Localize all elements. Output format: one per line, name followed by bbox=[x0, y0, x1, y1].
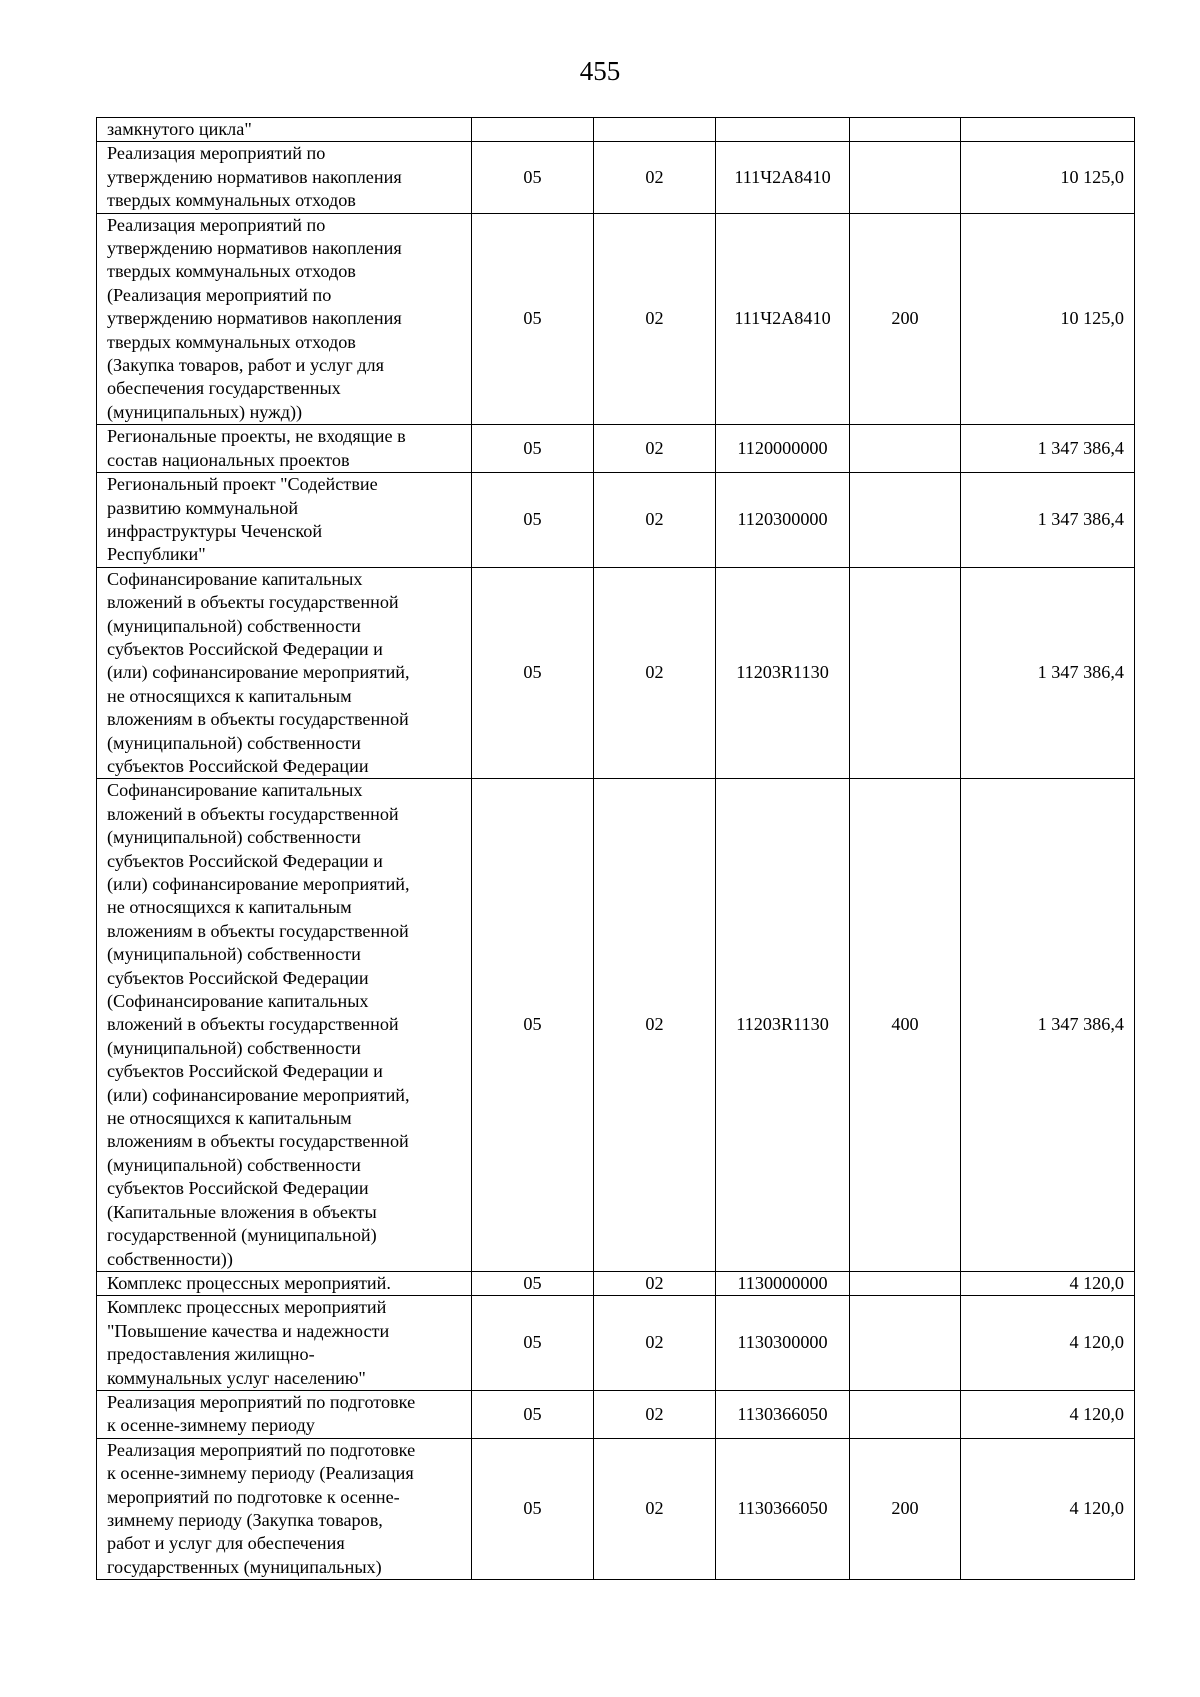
subsection-cell: 02 bbox=[594, 142, 716, 213]
table-row bbox=[97, 142, 1135, 213]
target-article-cell: 1120300000 bbox=[716, 473, 850, 568]
subsection-cell: 02 bbox=[594, 567, 716, 779]
subsection-cell: 02 bbox=[594, 1390, 716, 1438]
section-cell: 05 bbox=[472, 567, 594, 779]
section-cell: 05 bbox=[472, 1296, 594, 1391]
table-row bbox=[97, 213, 1135, 425]
amount-cell: 10 125,0 bbox=[961, 142, 1135, 213]
amount-cell: 4 120,0 bbox=[961, 1271, 1135, 1295]
section-cell: 05 bbox=[472, 1438, 594, 1579]
subsection-cell: 02 bbox=[594, 473, 716, 568]
expense-type-cell bbox=[850, 142, 961, 213]
expense-type-cell bbox=[850, 1271, 961, 1295]
expense-type-cell: 200 bbox=[850, 213, 961, 425]
row-name-cell: Региональный проект "Содействие развитию коммунальной инфраструктуры Чеченской Республики" bbox=[97, 473, 472, 568]
row-name-cell: Реализация мероприятий по утверждению нормативов накопления твердых коммунальных отходов bbox=[97, 142, 472, 213]
amount-cell: 1 347 386,4 bbox=[961, 779, 1135, 1272]
target-article-cell: 1130366050 bbox=[716, 1390, 850, 1438]
section-cell bbox=[472, 118, 594, 142]
table-row bbox=[97, 118, 1135, 142]
table-row bbox=[97, 1438, 1135, 1579]
target-article-cell: 1130366050 bbox=[716, 1438, 850, 1579]
section-cell: 05 bbox=[472, 425, 594, 473]
row-name-cell: Софинансирование капитальных вложений в объекты государственной (муниципальной) собственности субъектов Российской Федерации и (или) софинансирование мероприятий, не относящихся к капитальным вложениям в объекты государственной (муниципальной) собственности субъектов Российской Федерации bbox=[97, 567, 472, 779]
section-cell: 05 bbox=[472, 142, 594, 213]
row-name-cell: Реализация мероприятий по подготовке к осенне-зимнему периоду bbox=[97, 1390, 472, 1438]
row-name-cell: Реализация мероприятий по подготовке к осенне-зимнему периоду (Реализация мероприятий по подготовке к осенне- зимнему периоду (Закупка товаров, работ и услуг для обеспечения государственных (муниципальных) bbox=[97, 1438, 472, 1579]
amount-cell: 1 347 386,4 bbox=[961, 425, 1135, 473]
target-article-cell: 111Ч2А8410 bbox=[716, 213, 850, 425]
row-name-cell: Реализация мероприятий по утверждению нормативов накопления твердых коммунальных отходов (Реализация мероприятий по утверждению нормативов накопления твердых коммунальных отходов (Закупка товаров, работ и услуг для обеспечения государственных (муниципальных) нужд)) bbox=[97, 213, 472, 425]
section-cell: 05 bbox=[472, 1390, 594, 1438]
row-name-cell: Региональные проекты, не входящие в состав национальных проектов bbox=[97, 425, 472, 473]
section-cell: 05 bbox=[472, 1271, 594, 1295]
expense-type-cell bbox=[850, 118, 961, 142]
table-row bbox=[97, 473, 1135, 568]
amount-cell: 1 347 386,4 bbox=[961, 473, 1135, 568]
subsection-cell: 02 bbox=[594, 1271, 716, 1295]
row-name-cell: Комплекс процессных мероприятий. bbox=[97, 1271, 472, 1295]
amount-cell: 10 125,0 bbox=[961, 213, 1135, 425]
target-article-cell: 111Ч2А8410 bbox=[716, 142, 850, 213]
amount-cell bbox=[961, 118, 1135, 142]
subsection-cell: 02 bbox=[594, 779, 716, 1272]
subsection-cell: 02 bbox=[594, 425, 716, 473]
table-row bbox=[97, 425, 1135, 473]
target-article-cell: 1120000000 bbox=[716, 425, 850, 473]
table-row bbox=[97, 1296, 1135, 1391]
target-article-cell: 1130000000 bbox=[716, 1271, 850, 1295]
target-article-cell: 1130300000 bbox=[716, 1296, 850, 1391]
table-row bbox=[97, 567, 1135, 779]
expense-type-cell bbox=[850, 1390, 961, 1438]
subsection-cell bbox=[594, 118, 716, 142]
target-article-cell: 11203R1130 bbox=[716, 567, 850, 779]
table-row bbox=[97, 1390, 1135, 1438]
row-name-cell: замкнутого цикла" bbox=[97, 118, 472, 142]
expense-type-cell: 200 bbox=[850, 1438, 961, 1579]
row-name-cell: Комплекс процессных мероприятий "Повышение качества и надежности предоставления жилищно- коммунальных услуг населению" bbox=[97, 1296, 472, 1391]
amount-cell: 4 120,0 bbox=[961, 1438, 1135, 1579]
expense-type-cell bbox=[850, 473, 961, 568]
expense-type-cell bbox=[850, 425, 961, 473]
subsection-cell: 02 bbox=[594, 1438, 716, 1579]
amount-cell: 4 120,0 bbox=[961, 1296, 1135, 1391]
amount-cell: 1 347 386,4 bbox=[961, 567, 1135, 779]
table-row bbox=[97, 779, 1135, 1272]
expense-type-cell bbox=[850, 567, 961, 779]
page-number: 455 bbox=[579, 56, 621, 86]
expense-type-cell bbox=[850, 1296, 961, 1391]
amount-cell: 4 120,0 bbox=[961, 1390, 1135, 1438]
subsection-cell: 02 bbox=[594, 1296, 716, 1391]
section-cell: 05 bbox=[472, 779, 594, 1272]
budget-table-body bbox=[97, 118, 1135, 1580]
subsection-cell: 02 bbox=[594, 213, 716, 425]
budget-table bbox=[96, 117, 1135, 1580]
target-article-cell: 11203R1130 bbox=[716, 779, 850, 1272]
table-row bbox=[97, 1271, 1135, 1295]
section-cell: 05 bbox=[472, 213, 594, 425]
section-cell: 05 bbox=[472, 473, 594, 568]
row-name-cell: Софинансирование капитальных вложений в объекты государственной (муниципальной) собственности субъектов Российской Федерации и (или) софинансирование мероприятий, не относящихся к капитальным вложениям в объекты государственной (муниципальной) собственности субъектов Российской Федерации (Софинансирование капитальных вложений в объекты государственной (муниципальной) собственности субъектов Российской Федерации и (или) софинансирование мероприятий, не относящихся к капитальным вложениям в объекты государственной (муниципальной) собственности субъектов Российской Федерации (Капитальные вложения в объекты государственной (муниципальной) собственности)) bbox=[97, 779, 472, 1272]
target-article-cell bbox=[716, 118, 850, 142]
expense-type-cell: 400 bbox=[850, 779, 961, 1272]
